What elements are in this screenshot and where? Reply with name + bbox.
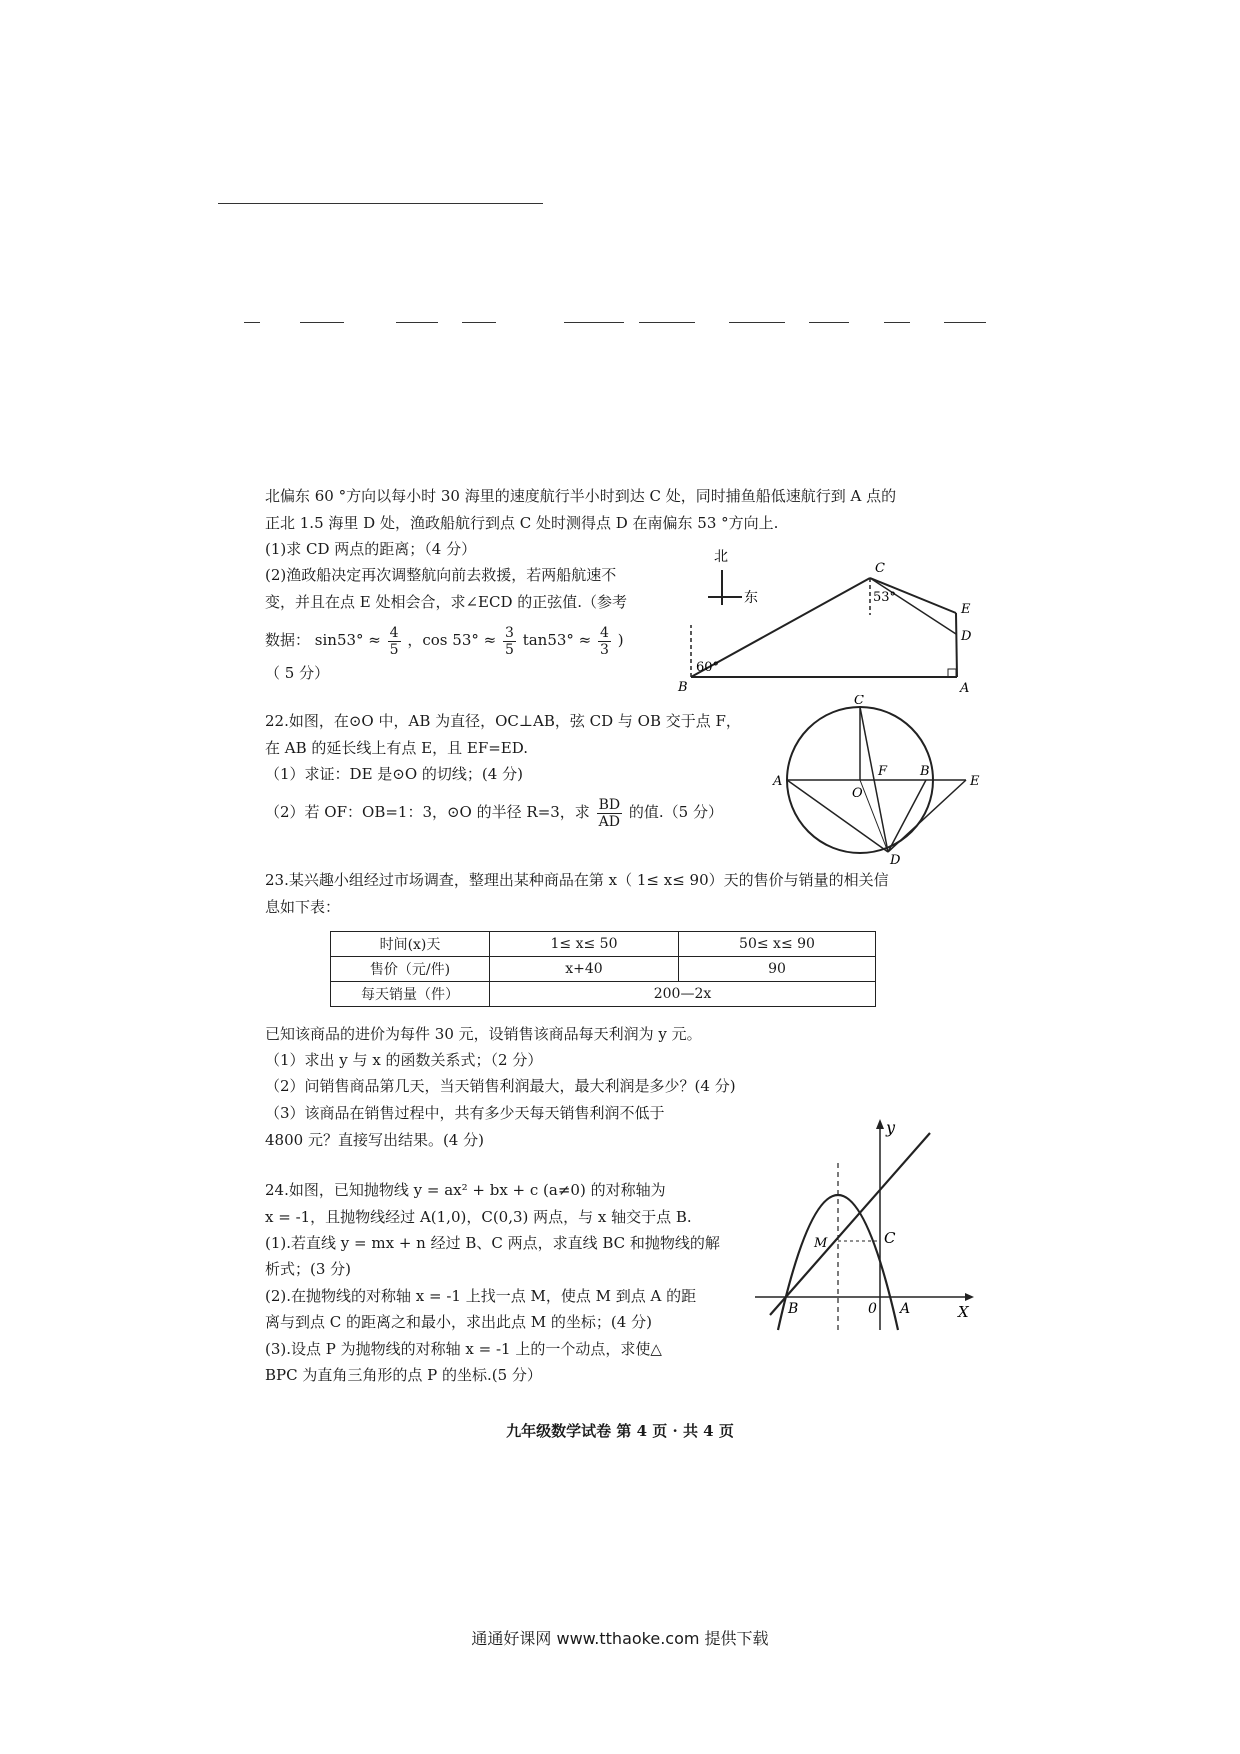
- q22-line1: 22.如图，在⊙O 中，AB 为直径，OC⊥AB，弦 CD 与 OB 交于点 F，: [265, 712, 741, 730]
- table-row: [331, 932, 876, 957]
- point-C: C: [875, 561, 885, 576]
- q22-part1: （1）求证：DE 是⊙O 的切线；(4 分): [265, 765, 523, 783]
- q23-line2: 息如下表：: [265, 898, 341, 916]
- q21-line2: 正北 1.5 海里 D 处，渔政船航行到点 C 处时测得点 D 在南偏东 53 °方向上.: [265, 514, 779, 532]
- q21-part2a: (2)渔政船决定再次调整航向前去救援，若两船航速不: [265, 566, 617, 584]
- q22-part2: （2）若 OF：OB=1：3，⊙O 的半径 R=3，求 $\frac{BD}{AD}$ 的值.（5 分）: [265, 796, 723, 830]
- segment-AD: [787, 780, 888, 852]
- point-A: A: [960, 681, 970, 695]
- q24-part3a: (3).设点 P 为抛物线的对称轴 x = -1 上的一个动点，求使△: [265, 1340, 662, 1358]
- q21-part2b: 变，并且在点 E 处相会合，求∠ECD 的正弦值.（参考: [265, 593, 628, 611]
- table-cell: 时间(x)天: [331, 932, 490, 957]
- q23-part3b: 4800 元？直接写出结果。(4 分): [265, 1131, 484, 1149]
- y-axis-label: y: [886, 1118, 896, 1137]
- point-O: O: [852, 786, 863, 801]
- sin-fraction: $\frac{4}{5}$: [389, 624, 399, 658]
- segment-ED: [888, 780, 966, 852]
- q24-figure: [740, 1115, 980, 1335]
- q23-price-sales-table: [330, 931, 876, 1007]
- point-M: M: [814, 1236, 828, 1251]
- table-cell: 200—2x: [490, 982, 876, 1007]
- point-D: D: [890, 853, 901, 865]
- q24-line1: 24.如图，已知抛物线 y = ax² + bx + c (a≠0) 的对称轴为: [265, 1181, 666, 1199]
- q21-figure: [670, 545, 990, 695]
- angle-53: 53°: [873, 590, 897, 605]
- q24-line2: x = -1，且抛物线经过 A(1,0)，C(0,3) 两点，与 x 轴交于点 B.: [265, 1208, 692, 1226]
- table-cell: 90: [679, 957, 876, 982]
- segment-CD: [870, 578, 956, 634]
- point-B: B: [920, 764, 930, 779]
- q24-part2b: 离与到点 C 的距离之和最小，求出此点 M 的坐标；(4 分): [265, 1313, 652, 1331]
- point-F: F: [878, 764, 888, 779]
- ref-label: 数据：: [265, 631, 311, 649]
- point-D: D: [961, 629, 972, 644]
- point-E: E: [970, 774, 980, 789]
- q22-line2: 在 AB 的延长线上有点 E，且 EF=ED.: [265, 739, 529, 757]
- q23-given: 已知该商品的进价为每件 30 元，设销售该商品每天利润为 y 元。: [265, 1025, 702, 1043]
- q23-part1: （1）求出 y 与 x 的函数关系式；（2 分）: [265, 1051, 543, 1069]
- point-E: E: [961, 602, 971, 617]
- header-rule: [218, 203, 543, 204]
- q21-part1: (1)求 CD 两点的距离；（4 分）: [265, 540, 477, 558]
- point-C: C: [884, 1229, 896, 1247]
- table-cell: 50≤ x≤ 90: [679, 932, 876, 957]
- point-A: A: [773, 774, 783, 789]
- page-footer: 九年级数学试卷 第 4 页 · 共 4 页: [506, 1422, 734, 1440]
- q24-part3b: BPC 为直角三角形的点 P 的坐标.(5 分）: [265, 1366, 542, 1384]
- north-label: 北: [714, 549, 728, 565]
- table-row: [331, 982, 876, 1007]
- q22-figure: [770, 695, 990, 865]
- tan-fraction: $\frac{4}{3}$: [600, 624, 609, 658]
- cos-lhs: ，cos 53° ≈: [407, 631, 497, 649]
- table-cell: 1≤ x≤ 50: [490, 932, 679, 957]
- tan-lhs: tan53° ≈: [522, 631, 592, 649]
- segment-EA: [956, 613, 957, 677]
- table-cell: x+40: [490, 957, 679, 982]
- sin-lhs: sin53° ≈: [314, 631, 381, 649]
- east-label: 东: [744, 590, 758, 606]
- table-row: [331, 957, 876, 982]
- point-B: B: [678, 680, 688, 695]
- watermark: 通通好课网 www.tthaoke.com 提供下载: [471, 1629, 769, 1648]
- q21-line1: 北偏东 60 °方向以每小时 30 海里的速度航行半小时到达 C 处，同时捕鱼船低速航行到 A 点的: [265, 487, 897, 505]
- line-BC: [770, 1133, 930, 1315]
- q23-line1: 23.某兴趣小组经过市场调查，整理出某种商品在第 x（ 1≤ x≤ 90）天的售价与销量的相关信: [265, 871, 889, 889]
- q23-part3a: （3）该商品在销售过程中，共有多少天每天销售利润不低于: [265, 1104, 665, 1122]
- point-C: C: [854, 695, 864, 708]
- origin-O: 0: [868, 1301, 877, 1317]
- header-dash-row: [244, 322, 1004, 324]
- segment-BD: [888, 780, 926, 852]
- table-cell: 售价（元/件): [331, 957, 490, 982]
- q21-part2-score: （ 5 分）: [265, 664, 330, 682]
- cos-fraction: $\frac{3}{5}$: [504, 624, 514, 658]
- q24-part1b: 析式；(3 分): [265, 1260, 352, 1278]
- point-A: A: [900, 1301, 911, 1317]
- angle-60: 60°: [696, 660, 720, 675]
- q21-reference-data: 数据： sin53° ≈ $\frac{4}{5}$ ，cos 53° ≈ $\frac{3}{5}$ tan53° ≈ $\frac{4}{3}$ ): [265, 624, 624, 658]
- q23-part2: （2）问销售商品第几天，当天销售利润最大，最大利润是多少？(4 分): [265, 1077, 736, 1095]
- x-axis-label: X: [958, 1303, 969, 1321]
- q24-part1a: (1).若直线 y = mx + n 经过 B、C 两点，求直线 BC 和抛物线的解: [265, 1234, 720, 1252]
- table-cell: 每天销量（件）: [331, 982, 490, 1007]
- point-B: B: [788, 1301, 799, 1317]
- q24-part2a: (2).在抛物线的对称轴 x = -1 上找一点 M，使点 M 到点 A 的距: [265, 1287, 697, 1305]
- bd-ad-fraction: $\frac{BD}{AD}$: [598, 796, 621, 830]
